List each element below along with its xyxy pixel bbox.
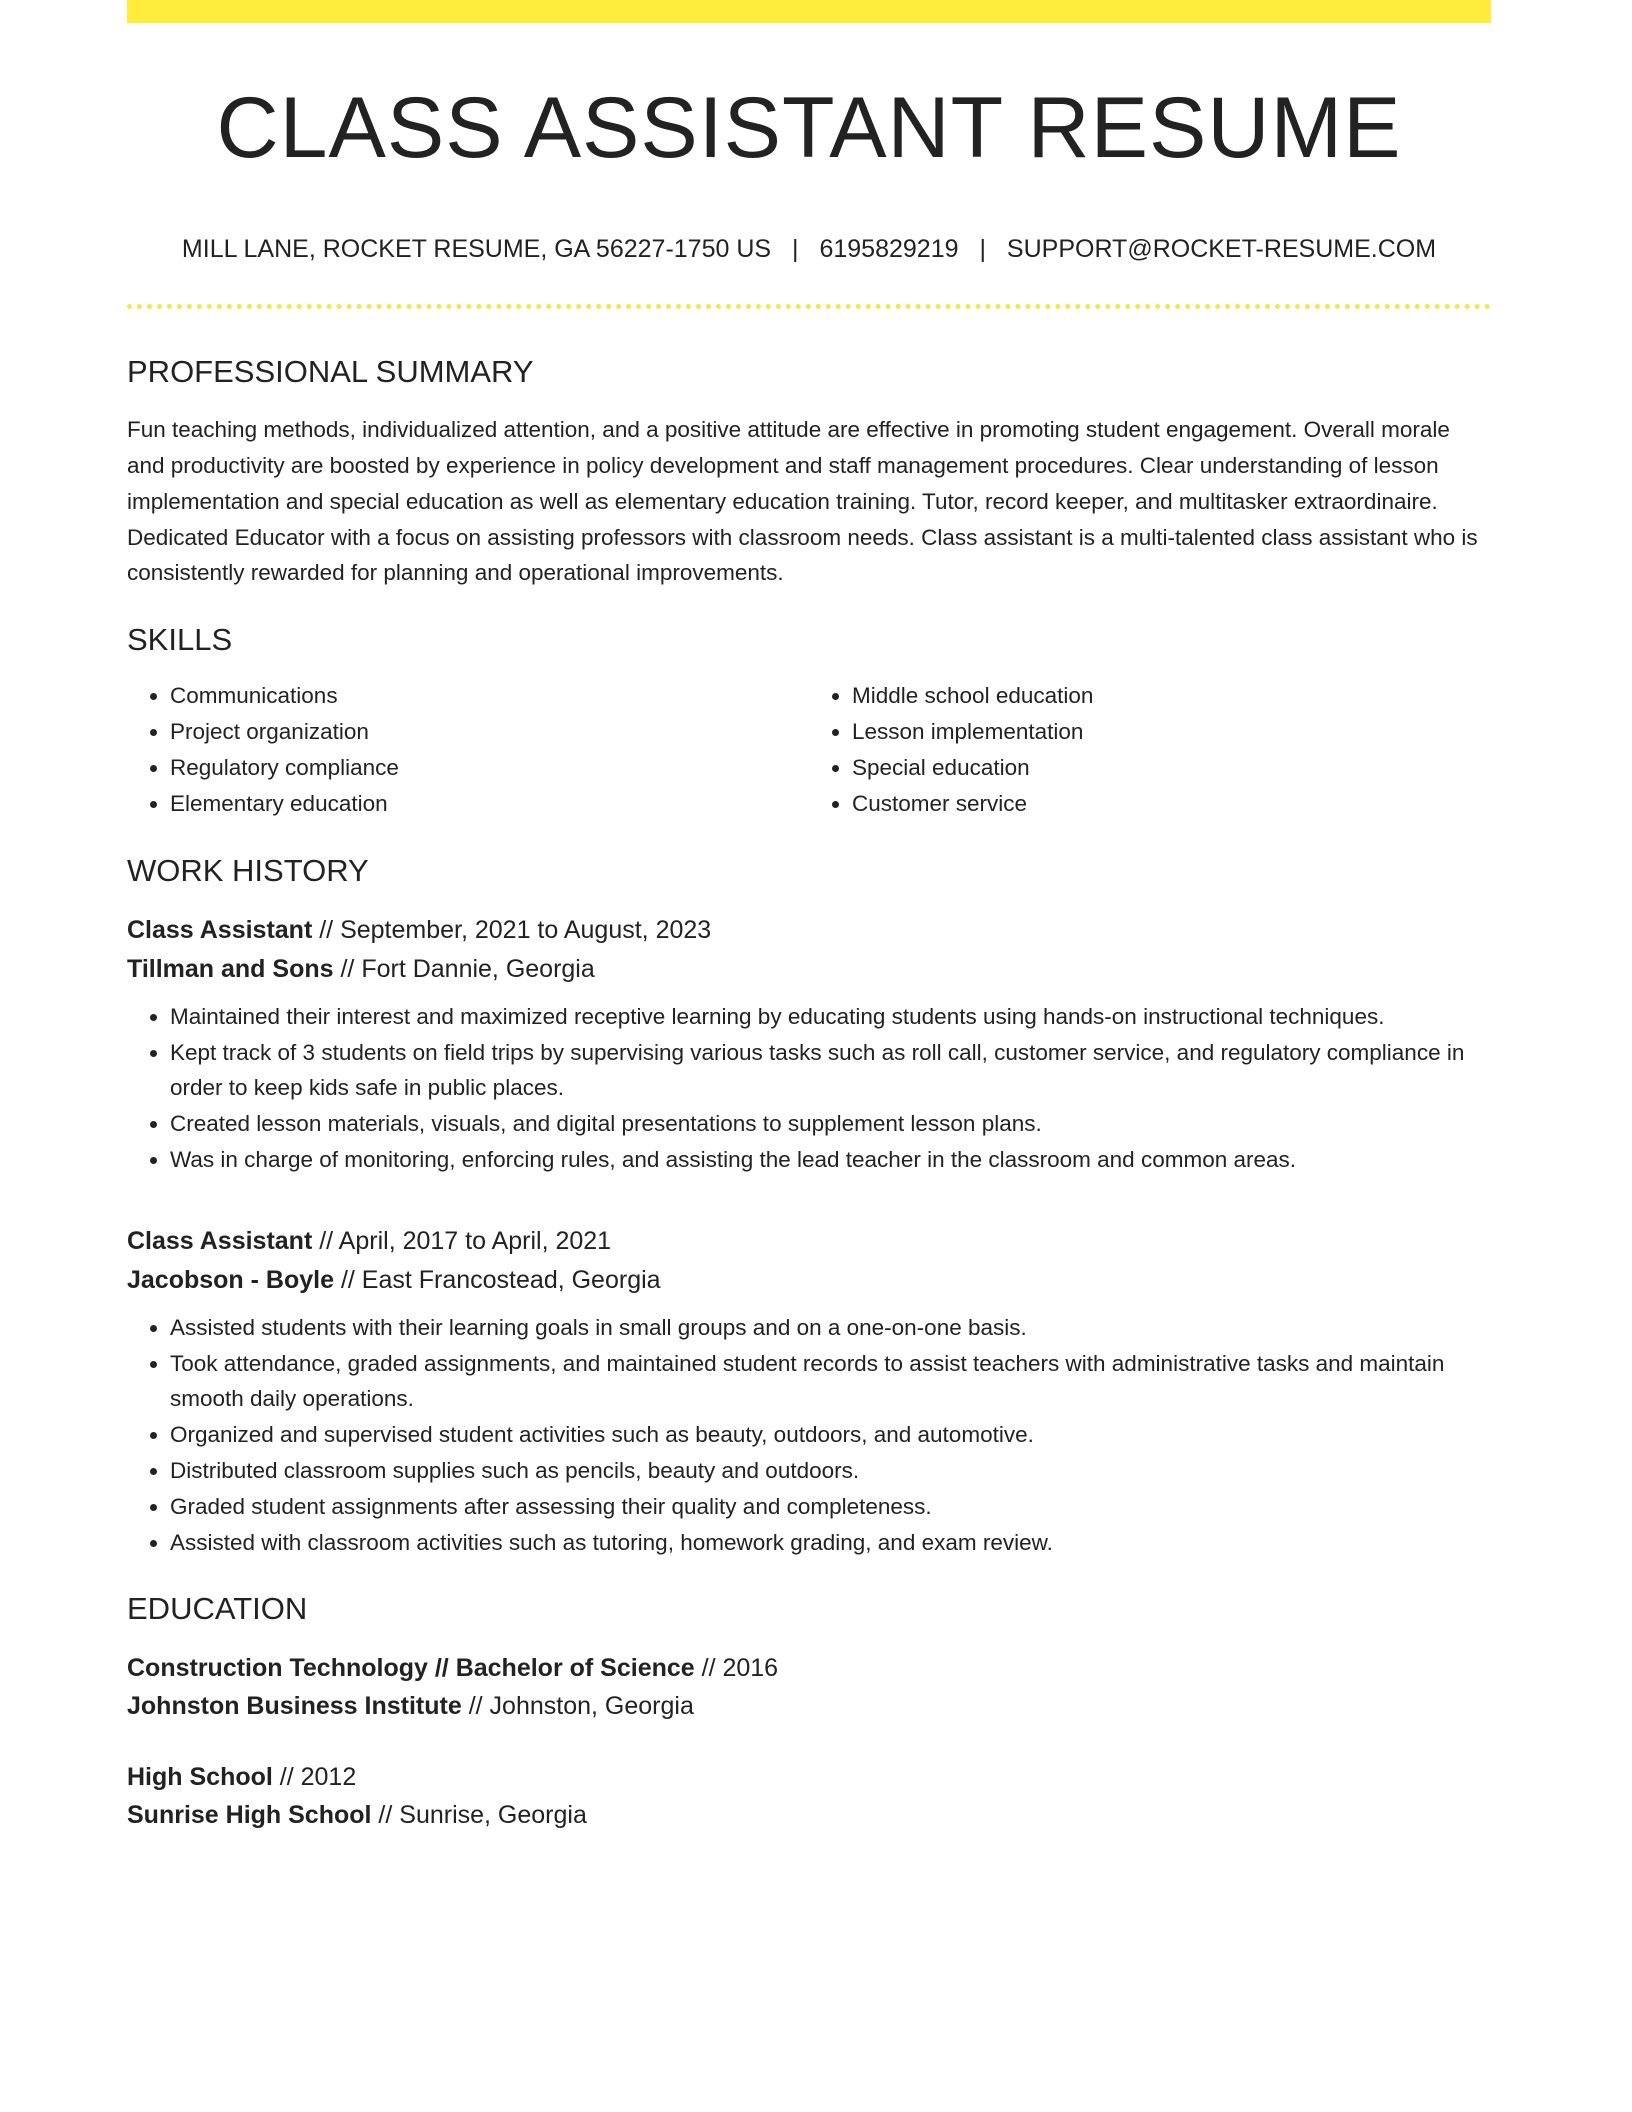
education-location: // Johnston, Georgia — [461, 1692, 694, 1721]
skills-list — [127, 678, 1491, 821]
job-bullets — [127, 999, 1491, 1178]
job-bullet: • Created lesson materials, visuals, and digital presentations to supplement lesson plans. — [170, 1106, 1491, 1142]
education-degree-line — [127, 1758, 1491, 1796]
job-entry — [127, 911, 1491, 1178]
job-location: // Fort Dannie, Georgia — [333, 954, 595, 983]
skill-item: • Communications — [170, 678, 809, 714]
job-bullet: • Took attendance, graded assignments, and maintained student records to assist teachers with administrative tasks and maintain smooth daily operations. — [170, 1346, 1491, 1418]
job-location: // East Francostead, Georgia — [334, 1265, 661, 1294]
contact-email: SUPPORT@ROCKET-RESUME.COM — [1006, 235, 1437, 263]
education-year: // 2016 — [694, 1654, 779, 1683]
work-history-heading: WORK HISTORY — [127, 852, 369, 888]
job-company: Tillman and Sons — [127, 954, 334, 983]
skill-item: • Regulatory compliance — [170, 750, 809, 786]
job-bullet: • Kept track of 3 students on field trips by supervising various tasks such as roll call, customer service, and regulatory compliance in order to keep kids safe in public places. — [170, 1035, 1491, 1107]
education-school-line — [127, 1796, 1491, 1834]
job-bullets — [127, 1310, 1491, 1561]
job-dates: // September, 2021 to August, 2023 — [312, 915, 712, 944]
skill-item: • Project organization — [170, 714, 809, 750]
job-title: Class Assistant — [127, 915, 313, 944]
contact-separator: | — [979, 235, 986, 263]
summary-heading: PROFESSIONAL SUMMARY — [127, 354, 534, 389]
summary-text: Fun teaching methods, individualized attention, and a positive attitude are effective in promoting student engagement. Overall morale and productivity are boosted by experience in policy development and staff management procedures. Clear understanding of lesson implementation and special education as well as elementary education training. Tutor, record keeper, and multitasker extraordinaire. Dedicated Educator with a focus on assisting professors with classroom needs. Class assistant is a multi-talented class assistant who is consistently rewarded for planning and operational improvements. — [127, 417, 1478, 586]
education-entry — [127, 1649, 1491, 1725]
job-title: Class Assistant — [127, 1226, 313, 1255]
job-company-line — [127, 1261, 1491, 1300]
contact-line — [127, 234, 1491, 264]
job-bullet: • Organized and supervised student activities such as beauty, outdoors, and automotive. — [170, 1417, 1491, 1453]
skills-column-left — [127, 678, 809, 821]
job-bullet: • Distributed classroom supplies such as pencils, beauty and outdoors. — [170, 1453, 1491, 1489]
job-title-line — [127, 1222, 1491, 1261]
job-title-line — [127, 911, 1491, 950]
skill-item: • Lesson implementation — [852, 714, 1491, 750]
education-entry — [127, 1758, 1491, 1834]
accent-top-bar — [127, 0, 1491, 23]
job-bullet: • Graded student assignments after assessing their quality and completeness. — [170, 1489, 1491, 1525]
job-bullet: • Maintained their interest and maximized receptive learning by educating students using hands-on instructional techniques. — [170, 999, 1491, 1035]
job-bullet: • Assisted with classroom activities such as tutoring, homework grading, and exam review. — [170, 1525, 1491, 1561]
contact-separator: | — [792, 235, 799, 263]
job-dates: // April, 2017 to April, 2021 — [312, 1226, 612, 1255]
job-bullet: • Assisted students with their learning goals in small groups and on a one-on-one basis. — [170, 1310, 1491, 1346]
education-location: // Sunrise, Georgia — [371, 1801, 587, 1830]
education-heading: EDUCATION — [127, 1591, 308, 1627]
skill-item: • Special education — [852, 750, 1491, 786]
page-title: CLASS ASSISTANT RESUME — [216, 80, 1402, 176]
education-year: // 2012 — [272, 1763, 357, 1792]
skill-item: • Customer service — [852, 786, 1491, 822]
skills-heading: SKILLS — [127, 622, 233, 658]
contact-address: MILL LANE, ROCKET RESUME, GA 56227-1750 US — [181, 235, 772, 263]
job-entry — [127, 1222, 1491, 1561]
skill-item: • Elementary education — [170, 786, 809, 822]
skill-item: • Middle school education — [852, 678, 1491, 714]
education-degree: Construction Technology // Bachelor of Science — [127, 1654, 695, 1683]
job-company: Jacobson - Boyle — [127, 1265, 334, 1294]
job-company-line — [127, 950, 1491, 989]
education-school: Johnston Business Institute — [127, 1692, 462, 1721]
job-bullet: • Was in charge of monitoring, enforcing rules, and assisting the lead teacher in the classroom and common areas. — [170, 1142, 1491, 1178]
skills-column-right — [809, 678, 1491, 821]
contact-phone: 6195829219 — [819, 235, 959, 263]
dotted-divider — [127, 304, 1491, 309]
resume-page — [127, 0, 1491, 1834]
education-degree: High School — [127, 1763, 273, 1792]
education-school-line — [127, 1687, 1491, 1725]
education-degree-line — [127, 1649, 1491, 1687]
education-school: Sunrise High School — [127, 1801, 372, 1830]
